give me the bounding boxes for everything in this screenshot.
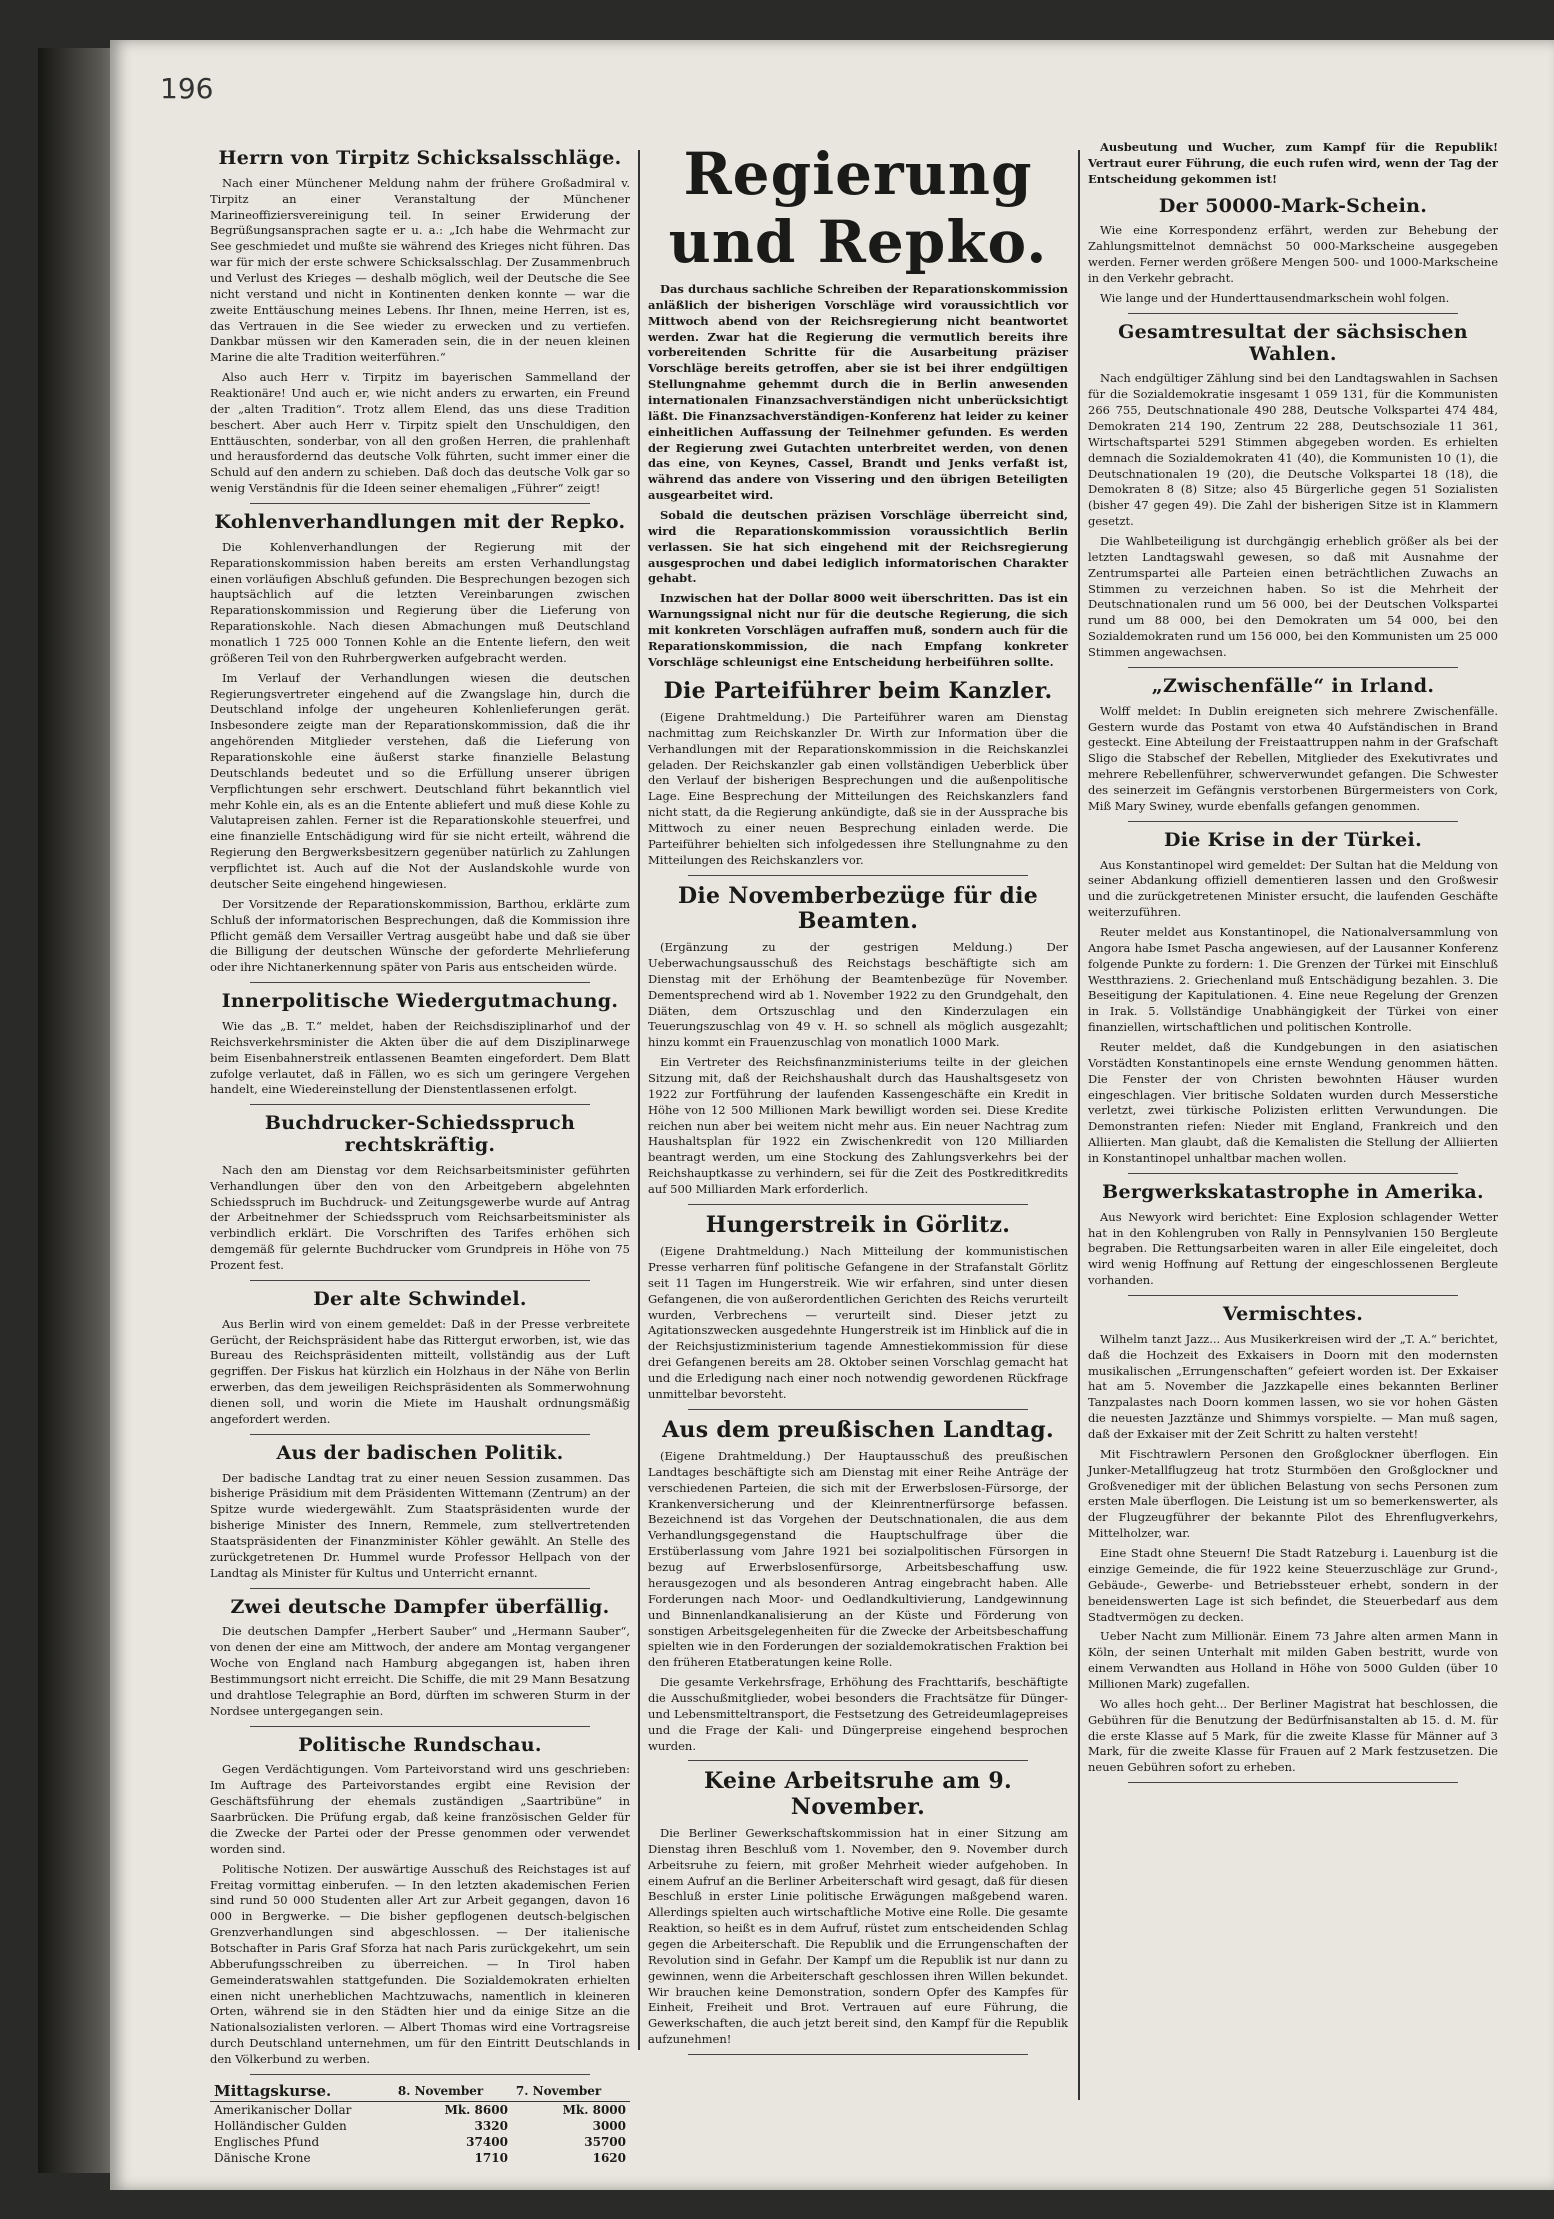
article-paragraph: Mit Fischtrawlern Personen den Großglockner überflogen. Ein Junker-Metallflugzeug hat trotz Sturmböen den Großglockner und Großvenediger mit der üblichen Belastung von sechs Personen zum ersten Male überflogen. Die Leistung ist um so bemerkenswerter, als der Flugzeugführer der bekannte Pilot des Ehrenflugverkehrs, Mittelholzer, war. <box>1088 1446 1498 1541</box>
article-paragraph: Nach einer Münchener Meldung nahm der frühere Großadmiral v. Tirpitz an einer Veranstaltung der Münchener Marineoffiziersvereinigung teil. In seiner Erwiderung der Begrüßungsansprachen sagte er u. a.: „Ich habe die Wehrmacht zur See geschmiedet und mußte sie während des Krieges nicht führen. Das war für mich der erste schwere Schicksalsschlag. Der Zusammenbruch und Verlust des Krieges — deshalb möglich, weil der Deutsche die See nicht verstand und nicht in Kontinenten denken konnte — war die zweite Enttäuschung meines Lebens. Ihr Ihnen, meine Herren, ist es, das Vertrauen in die See wieder zu erwecken und zu vertiefen. Dankbar müssen wir den Kameraden sein, die in der neuen kleinen Marine die alte Tradition weiterführen.“ <box>210 175 630 365</box>
article-paragraph: Also auch Herr v. Tirpitz im bayerischen Sammelland der Reaktionäre! Und auch er, wie nicht anders zu erwarten, ein Freund der „alten Tradition“. Trotz allem Elend, das uns diese Tradition beschert. Aber auch Herr v. Tirpitz spielt den Unschuldigen, den Enttäuschten, sonderbar, von all den großen Herren, die prahlenhaft und herausfordernd das deutsche Volk führten, sucht immer einer die Schuld auf den andern zu schieben. Daß doch das deutsche Volk gar so wenig Verständnis für die Ideen seiner ehemaligen „Führer“ zeigt! <box>210 370 630 496</box>
lead-paragraph: Inzwischen hat der Dollar 8000 weit überschritten. Das ist ein Warnungssignal nicht nur für die deutsche Regierung, die sich mit konkreten Vorschlägen aufraffen muß, sondern auch für die Reparationskommission, die nach Empfang konkreter Vorschläge schleunigst eine Entscheidung herbeiführen sollte. <box>648 591 1068 669</box>
page-number: 196 <box>160 72 214 105</box>
article-separator <box>250 1104 590 1105</box>
article-paragraph: Die Kohlenverhandlungen der Regierung mit der Reparationskommission haben bereits am ersten Verhandlungstag einen vorläufigen Abschluß gefunden. Die Besprechungen bezogen sich hauptsächlich auf die letzten Vereinbarungen zwischen Reparationskommission und Regierung über die Lieferung von Reparationskohle. Nach diesen Abmachungen muß Deutschland monatlich 1 725 000 Tonnen Kohle an die Entente liefern, den weit größeren Teil von den Ruhrbergwerken aufgebracht werden. <box>210 539 630 665</box>
column-rule <box>1078 150 1080 2100</box>
article-paragraph: Im Verlauf der Verhandlungen wiesen die deutschen Regierungsvertreter eingehend auf die Zwangslage hin, durch die Deutschland infolge der ungeheuren Kohlenlieferungen gerät. Insbesondere zeigte man der Reparationskommission, daß die ihr angehörenden Mitglieder verstehen, daß die Lieferung von Reparationskohle eine äußerst starke finanzielle Belastung Deutschlands bedeutet und so die Erfüllung unserer übrigen Verpflichtungen sehr erschwert. Deutschland führt bekanntlich viel mehr Kohle ein, als es an die Entente abliefert und muß diese Kohle zu Valutapreisen zahlen. Ferner ist die Reparationskohle steuerfrei, und eine finanzielle Entschädigung wird für sie nicht erteilt, während die Regierung den Bergwerksbesitzern gegenüber natürlich zu Zahlungen verpflichtet ist. Auch auf die Not der Auslandskohle wurde von deutscher Seite eingehend hingewiesen. <box>210 670 630 891</box>
article-headline: Der 50000-Mark-Schein. <box>1158 194 1428 217</box>
rate-value: Mk. 8000 <box>562 2102 626 2117</box>
article-headline: Kohlenverhandlungen mit der Repko. <box>214 511 626 534</box>
exchange-rates-table <box>210 2081 630 2166</box>
column-header: 8. November <box>394 2081 512 2102</box>
article-separator <box>1128 1295 1458 1296</box>
article-separator <box>688 2054 1028 2055</box>
currency-name: Amerikanischer Dollar <box>214 2102 352 2117</box>
article-paragraph: Reuter meldet aus Konstantinopel, die Nationalversammlung von Angora habe Ismet Pascha angewiesen, auf der Lausanner Konferenz folgende Punkte zu fordern: 1. Die Grenzen der Türkei mit Einschluß Westthraziens. 2. Griechenland muß Entschädigung bezahlen. 3. Die Beseitigung der Kapitulationen. 4. Eine neue Regelung der Grenzen in Irak. 5. Vollständige Unabhängigkeit der Türkei von einer finanziellen, wirtschaftlichen und politischen Kontrolle. <box>1088 925 1498 1035</box>
table-title: Mittagskurse. <box>210 2081 394 2102</box>
article-headline: Gesamtresultat der sächsischen Wahlen. <box>1118 320 1468 365</box>
article-paragraph: Reuter meldet, daß die Kundgebungen in den asiatischen Vorstädten Konstantinopels eine ernste Wendung genommen hätten. Die Fenster der von Christen bewohnten Häuser wurden eingeschlagen. Vier britische Soldaten wurden durch Messerstiche verletzt, zwei türkische Polizisten erlitten Verwundungen. Die Demonstranten riefen: Nieder mit England, Frankreich und den Alliierten. Man glaubt, daß die Kemalisten die Stellung der Alliierten in Konstantinopel unhaltbar machen wollen. <box>1088 1040 1498 1166</box>
table-row <box>210 2134 630 2150</box>
article-paragraph: Die Wahlbeteiligung ist durchgängig erheblich größer als bei der letzten Landtagswahl gewesen, so daß mit Ausnahme der Zentrumspartei alle Parteien einen beträchtlichen Zuwachs an Stimmen zu verzeichnen haben. So ist die Mehrheit der Deutschnationalen rund um 56 000, bei der Deutschen Volkspartei rund um 88 000, bei den Demokraten um 54 000, bei den Sozialdemokraten rund um 156 000, bei den Kommunisten um 25 000 Stimmen angewachsen. <box>1088 534 1498 660</box>
column-right <box>1088 140 1498 2090</box>
article-headline: Der alte Schwindel. <box>313 1287 527 1310</box>
article-headline: Hungerstreik in Görlitz. <box>705 1211 1011 1238</box>
article-separator <box>1128 821 1458 822</box>
lead-paragraph: Das durchaus sachliche Schreiben der Reparationskommission anläßlich der bisherigen Vorschläge wird voraussichtlich vor Mittwoch abend von der Reichsregierung nicht beantwortet werden. Zwar hat die Regierung die vermutlich bereits ihre vorbereitenden Schritte für die Ausarbeitung präziser Vorschläge bereits getroffen, aber sie ist bei ihrer endgültigen Stellungnahme gehemmt durch die in Berlin anwesenden internationalen Finanzsachverständigen nicht unberücksichtigt läßt. Die Finanzsachverständigen-Konferenz hat leider zu keiner einheitlichen Auffassung der Teilnehmer gefunden. Es werden der Regierung zwei Gutachten unterbreitet werden, von denen das eine, von Keynes, Cassel, Brandt und Jenks verfaßt ist, während das andere von Vissering und den übrigen Beteiligten ausgearbeitet wird. <box>648 282 1068 503</box>
article-paragraph: Die deutschen Dampfer „Herbert Sauber“ und „Hermann Sauber“, von denen der eine am Mittwoch, der andere am Montag vergangener Woche von England nach Hamburg abgegangen ist, haben ihren Bestimmungsort nicht erreicht. Die Schiffe, die mit 29 Mann Besatzung und drahtlose Telegraphie an Bord, dürften im schweren Sturm in der Nordsee untergegangen sein. <box>210 1624 630 1718</box>
article-separator <box>250 503 590 504</box>
table-row <box>210 2118 630 2134</box>
article-separator <box>1128 1782 1458 1783</box>
article-paragraph: Eine Stadt ohne Steuern! Die Stadt Ratzeburg i. Lauenburg ist die einzige Gemeinde, die für 1922 keine Steuerzuschläge zur Grund-, Gebäude-, Gewerbe- und Betriebssteuer erhebt, sondern in der beneidenswerten Lage ist sich befindet, die Steuerbedarf aus dem Stadtvermögen zu decken. <box>1088 1546 1498 1624</box>
article-paragraph: Der badische Landtag trat zu einer neuen Session zusammen. Das bisherige Präsidium mit dem Präsidenten Wittemann (Zentrum) an der Spitze wurde wiedergewählt. Zum Staatspräsidenten wurde der bisherige Minister des Innern, Remmele, zum stellvertretenden Staatspräsidenten der Finanzminister Köhler gewählt. An Stelle des zurückgetretenen Dr. Hummel wurde Professor Hellpach von der Landtag als Minister für Kultus und Unterricht ernannt. <box>210 1470 630 1580</box>
article-headline: Zwei deutsche Dampfer überfällig. <box>230 1595 610 1618</box>
article-paragraph: Die Berliner Gewerkschaftskommission hat in einer Sitzung am Dienstag ihren Beschluß vom 1. November, den 9. November durch Arbeitsruhe zu feiern, mit großer Mehrheit wieder aufgehoben. In einem Aufruf an die Berliner Arbeiterschaft wird gesagt, daß für diesen Beschluß in erster Linie politische Erwägungen maßgebend waren. Allerdings spielten auch wirtschaftliche Motive eine Rolle. Die gesamte Reaktion, so heißt es in dem Aufruf, rüstet zum entscheidenden Schlag gegen die Arbeiterschaft. Die Republik und die Errungenschaften der Revolution sind in Gefahr. Der Kampf um die Republik ist nur dann zu gewinnen, wenn die Arbeiterschaft geschlossen ihren Willen bekundet. Wir brauchen keine Demonstration, sondern Opfer des Kampfes für Einheit, Freiheit und Brot. Vertrauen auf eure Führung, die Gewerkschaften, die auch jetzt bereit sind, den Kampf für die Republik aufzunehmen! <box>648 1825 1068 2047</box>
column-left <box>210 140 630 2165</box>
article-paragraph: Ueber Nacht zum Millionär. Einem 73 Jahre alten armen Mann in Köln, der seinen Unterhalt mit milden Gaben bestritt, wurde von einem Verwandten aus Holland in Höhe von 5000 Gulden (über 10 Millionen Mark) zugefallen. <box>1088 1629 1498 1691</box>
article-separator <box>1128 313 1458 314</box>
table-row <box>210 2101 630 2118</box>
article-headline: Bergwerkskatastrophe in Amerika. <box>1102 1180 1484 1203</box>
currency-name: Englisches Pfund <box>214 2134 320 2149</box>
article-separator <box>250 1280 590 1281</box>
column-middle <box>648 140 1068 2120</box>
article-paragraph: Gegen Verdächtigungen. Vom Parteivorstand wird uns geschrieben: Im Auftrage des Parteivorstandes ergibt eine Revision der Geschäftsführung der ehemals zuständigen „Saartribüne“ in Saarbrücken. Die Prüfung ergab, daß keine französischen Gelder für die Zwecke der Partei oder der Presse genommen oder verwendet worden sind. <box>210 1762 630 1856</box>
article-headline: Vermischtes. <box>1222 1303 1364 1326</box>
article-paragraph: (Ergänzung zu der gestrigen Meldung.) Der Ueberwachungsausschuß des Reichstags beschäftigte sich am Dienstag mit der Erhöhung der Beamtenbezüge für November. Dementsprechend wird ab 1. November 1922 zu den Grundgehalt, den Diäten, dem Ortszuschlag und den Kinderzulagen ein Teuerungszuschlag von 49 v. H. so schnell als möglich ausgezahlt; hinzu kommt ein Frauenzuschlag von monatlich 1000 Mark. <box>648 940 1068 1050</box>
article-separator <box>250 982 590 983</box>
article-paragraph: Die gesamte Verkehrsfrage, Erhöhung des Frachttarifs, beschäftigte die Ausschußmitglieder, wobei besonders die Frachtsätze für Dünger- und Lebensmitteltransport, die Festsetzung des Getreideumlagepreises und die Frage der Kali- und Düngerpreise eingehend besprochen wurden. <box>648 1675 1068 1753</box>
article-separator <box>250 1588 590 1589</box>
article-headline: Keine Arbeitsruhe am 9. November. <box>704 1768 1012 1820</box>
article-paragraph: Nach endgültiger Zählung sind bei den Landtagswahlen in Sachsen für die Sozialdemokratie insgesamt 1 059 131, für die Kommunisten 266 755, Deutschnationale 490 288, Deutsche Volkspartei 474 484, Demokraten 214 190, Zentrum 22 288, Deutschsoziale 11 361, Wirtschaftspartei 5291 Stimmen abgegeben worden. Es erhielten demnach die Sozialdemokraten 41 (40), die Kommunisten 10 (1), die Deutschnationalen 19 (20), die Deutsche Volkspartei 18 (18), die Demokraten 8 (8) Sitze; also 45 Bürgerliche gegen 51 Sozialisten (bisher 47 gegen 49). Die Zahl der bisherigen Sitze ist in Klammern gesetzt. <box>1088 371 1498 529</box>
article-separator <box>250 1434 590 1435</box>
article-paragraph: (Eigene Drahtmeldung.) Nach Mitteilung der kommunistischen Presse verharren fünf politische Gefangene in der Strafanstalt Görlitz seit 11 Tagen im Hungerstreik. Wie wir erfahren, sind unter diesen Gefangenen, die von außerordentlichen Gerichten des Reichs verurteilt wurden, Verbrechens — verurteilt sind. Dieser jetzt zu Agitationszwecken ausgedehnte Hungerstreik ist im Hinblick auf die in der Reichsjustizministerium tagende Amnestiekommission für diese drei Gefangenen bereits am 28. Oktober seinen Vorschlag gemacht hat und die Erledigung nach einer noch notwendig gewordenen Rückfrage unmittelbar bevorsteht. <box>648 1244 1068 1401</box>
article-paragraph: (Eigene Drahtmeldung.) Der Hauptausschuß des preußischen Landtages beschäftigte sich am Dienstag mit einer Reihe Anträge der verschiedenen Parteien, die sich mit der Erwerbslosen-Fürsorge, der Krankenversicherung und der Kleinrentnerfürsorge befassen. Bezeichnend ist das Vorgehen der Deutschnationalen, die aus dem Verhandlungsgegenstand die Hauptschulfrage über die Erstüberlassung vom Jahre 1921 bei sozialpolitischen Fürsorgen in bezug auf Erwerbslosenfürsorge, Arbeitsbeschaffung usw. herausgezogen und als besonderen Antrag eingebracht haben. Alle Forderungen nach Moor- und Oedlandkultivierung, Landgewinnung und Binnenlandkanalisierung an der Küste und Förderung von sonstigen Arbeitsgelegenheiten für die Zwecke der Arbeitsbeschaffung spielten wie in den Forderungen der sozialdemokratischen Fraktion bei den früheren Etatberatungen keine Rolle. <box>648 1449 1068 1670</box>
article-paragraph: Aus Berlin wird von einem gemeldet: Daß in der Presse verbreitete Gerücht, der Reichspräsident habe das Rittergut erworben, ist, wie das Bureau des Reichspräsidenten mitteilt, vollständig aus der Luft gegriffen. Der Fiskus hat kürzlich ein Holzhaus in der Nähe von Berlin erwerben, das dem jeweiligen Reichspräsidenten als Sommerwohnung dienen soll, und worin die Miete im Haushalt ordnungsmäßig angefordert werden. <box>210 1316 630 1426</box>
article-headline: „Zwischenfälle“ in Irland. <box>1151 674 1435 697</box>
article-paragraph: Wolff meldet: In Dublin ereigneten sich mehrere Zwischenfälle. Gestern wurde das Postamt von etwa 40 Aufständischen in Brand gesteckt. Eine Abteilung der Freistaattruppen nahm in der Grafschaft Sligo die Stabschef der Rebellen, Mitglieder des Exekutivrates und mehrere Rebellenführer, schwerverwundet gefangen. Die Schwester des seinerzeit im Gefängnis verstorbenen Bürgermeisters von Cork, Miß Mary Swiney, wurde ebenfalls gefangen genommen. <box>1088 703 1498 813</box>
article-headline: Die Krise in der Türkei. <box>1164 828 1422 851</box>
article-separator <box>250 1726 590 1727</box>
article-paragraph: Der Vorsitzende der Reparationskommission, Barthou, erklärte zum Schluß der informatorischen Besprechungen, daß die Kommission ihre Pflicht gemäß dem Versailler Vertrag ausgeübt habe und daß sie über die Billigung der deutschen Wünsche der geforderte Mehrlieferung oder ihre Nichtanerkennung später von Paris aus entscheiden würde. <box>210 896 630 975</box>
article-paragraph: Aus Konstantinopel wird gemeldet: Der Sultan hat die Meldung von seiner Abdankung offiziell dementieren lassen und den Großwesir und die zurückgetretenen Minister ersucht, die laufenden Geschäfte weiterzuführen. <box>1088 857 1498 920</box>
article-separator <box>688 1204 1028 1205</box>
article-headline: Innerpolitische Wiedergutmachung. <box>221 990 619 1013</box>
article-headline: Politische Rundschau. <box>298 1733 542 1756</box>
article-separator <box>688 1409 1028 1410</box>
rate-value: 1710 <box>474 2150 508 2165</box>
article-paragraph: Aus Newyork wird berichtet: Eine Explosion schlagender Wetter hat in den Kohlengruben von Rally in Pennsylvanien 150 Bergleute begraben. Die Rettungsarbeiten waren in aller Eile eingeleitet, doch wird wenig Hoffnung auf Rettung der eingeschlossenen Bergleute vorhanden. <box>1088 1209 1498 1288</box>
rate-value: Mk. 8600 <box>444 2102 508 2117</box>
article-paragraph: Ein Vertreter des Reichsfinanzministeriums teilte in der gleichen Sitzung mit, daß der Reichshaushalt durch das Haushaltsgesetz von 1922 zur Fortführung der laufenden Kassengeschäfte ein Kredit in Höhe von 12 500 Millionen Mark bewilligt worden sei. Diese Kredite reichen nun aber bei weitem nicht mehr aus. Ein neuer Nachtrag zum Haushaltsplan für 1922 ein Zwischenkredit von 120 Milliarden beantragt werden, um eine Stockung des Zahlungsverkehrs bei der Reichshauptkasse zu verhindern, sei für die Zeit des Postkreditkredits auf 500 Milliarden Mark erforderlich. <box>648 1055 1068 1196</box>
article-paragraph: Wo alles hoch geht... Der Berliner Magistrat hat beschlossen, die Gebühren für die Benutzung der Bedürfnisanstalten ab 15. d. M. für die erste Klasse auf 5 Mark, für die zweite Klasse für Männer auf 3 Mark, für die zweite Klasse für Frauen auf 2 Mark festzusetzen. Die neuen Gebühren sofort zu erheben. <box>1088 1696 1498 1775</box>
article-separator <box>688 875 1028 876</box>
article-paragraph: (Eigene Drahtmeldung.) Die Parteiführer waren am Dienstag nachmittag zum Reichskanzler Dr. Wirth zur Information über die Verhandlungen mit der Reparationskommission in die Reichskanzlei geladen. Der Reichskanzler gab einen vollständigen Ueberblick über den Verlauf der bisherigen Besprechungen und die außenpolitische Lage. Eine Besprechung der Mitteilungen des Reichskanzlers fand nicht statt, da die Regierung ankündigte, daß sie in der Aussprache bis Mittwoch zu einer neuen Besprechung einladen werde. Die Parteiführer behielten sich infolgedessen ihre Stellungnahme zu den Mitteilungen des Reichskanzlers vor. <box>648 709 1068 867</box>
table-row <box>210 2150 630 2166</box>
article-separator <box>688 1760 1028 1761</box>
currency-name: Holländischer Gulden <box>214 2118 347 2133</box>
article-separator <box>250 2074 590 2075</box>
article-paragraph: Wie das „B. T.“ meldet, haben der Reichsdisziplinarhof und der Reichsverkehrsminister die Akten über die auf dem Disziplinarwege beim Eisenbahnerstreik entlassenen Beamten eingefordert. Dem Blatt zufolge verlautet, daß in Fällen, wo es sich um geringere Vergehen handelt, eine Wiedereinstellung der Dienstentlassenen erfolgt. <box>210 1018 630 1097</box>
article-headline: Die Novemberbezüge für die Beamten. <box>677 882 1039 934</box>
intro-paragraph: Ausbeutung und Wucher, zum Kampf für die Republik! Vertraut eurer Führung, die euch rufen wird, wenn der Tag der Entscheidung gekommen ist! <box>1088 140 1498 186</box>
article-paragraph: Nach den am Dienstag vor dem Reichsarbeitsminister geführten Verhandlungen über den von den Arbeitgebern abgelehnten Schiedsspruch im Buchdruck- und Zeitungsgewerbe wurde auf Antrag der Arbeitnehmer der Schiedsspruch vom Reichsarbeitsminister als verbindlich erklärt. Die Vorschriften des Tarifes erhöhen sich demgemäß für gelernte Buchdrucker vom Grundpreis in Höhe von 75 Prozent fest. <box>210 1162 630 1273</box>
rate-value: 37400 <box>466 2134 508 2149</box>
article-headline: Buchdrucker-Schiedsspruch rechtskräftig. <box>264 1112 576 1157</box>
article-headline: Die Parteiführer beim Kanzler. <box>663 677 1053 704</box>
column-header: 7. November <box>512 2081 630 2102</box>
article-separator <box>1128 667 1458 668</box>
column-rule <box>638 150 640 2050</box>
rate-value: 3320 <box>474 2118 508 2133</box>
rate-value: 3000 <box>592 2118 626 2133</box>
article-headline: Aus der badischen Politik. <box>276 1441 564 1464</box>
article-paragraph: Wie lange und der Hunderttausendmarkschein wohl folgen. <box>1100 290 1450 305</box>
article-paragraph: Politische Notizen. Der auswärtige Ausschuß des Reichstages ist auf Freitag vormittag einberufen. — In den letzten akademischen Ferien sind rund 50 000 Studenten aller Art zur Arbeit gegangen, davon 16 000 in Bergwerke. — Die bisher gepflogenen deutsch-belgischen Grenzverhandlungen sind abgeschlossen. — Der italienische Botschafter in Paris Graf Sforza hat nach Paris zurückgekehrt, um sein Abberufungsschreiben zu überreichen. — In Tirol haben Gemeinderatswahlen stattgefunden. Die Sozialdemokraten erhielten einen nicht unerheblichen Machtzuwachs, namentlich in kleineren Orten, während sie in den Städten hier und da einige Sitze an die Nationalsozialisten verloren. — Albert Thomas wird eine Vortragsreise durch Deutschland unternehmen, um für den Eintritt Deutschlands in den Völkerbund zu werben. <box>210 1861 630 2066</box>
article-paragraph: Wilhelm tanzt Jazz... Aus Musikerkreisen wird der „T. A.“ berichtet, daß die Hochzeit des Exkaisers in Doorn mit den modernsten musikalischen „Errungenschaften“ gefeiert worden ist. Der Exkaiser hat am 5. November die Jazzkapelle eines bekannten Berliner Tanzpalastes nach Doorn kommen lassen, wo sie vor hohen Gästen die neuesten Jazztänze und Shimmys vorspielte. — Man muß sagen, daß der Exkaiser mit der Zeit Schritt zu halten versteht! <box>1088 1331 1498 1442</box>
article-headline: Aus dem preußischen Landtag. <box>662 1416 1054 1443</box>
article-separator <box>1128 1173 1458 1174</box>
rate-value: 35700 <box>584 2134 626 2149</box>
currency-name: Dänische Krone <box>214 2150 311 2165</box>
article-paragraph: Wie eine Korrespondenz erfährt, werden zur Behebung der Zahlungsmittelnot demnächst 50 000-Markscheine ausgegeben werden. Ferner werden größere Mengen 500- und 1000-Markscheine in den Verkehr gebracht. <box>1088 223 1498 285</box>
lead-paragraph: Sobald die deutschen präzisen Vorschläge überreicht sind, wird die Reparationskommission voraussichtlich Berlin verlassen. Sie hat sich eingehend mit der Reichsregierung ausgesprochen und dabei lediglich informatorischen Charakter gehabt. <box>648 508 1068 586</box>
rate-value: 1620 <box>592 2150 626 2165</box>
article-headline: Herrn von Tirpitz Schicksalsschläge. <box>218 147 622 169</box>
main-headline: Regierung und Repko. <box>668 140 1048 276</box>
